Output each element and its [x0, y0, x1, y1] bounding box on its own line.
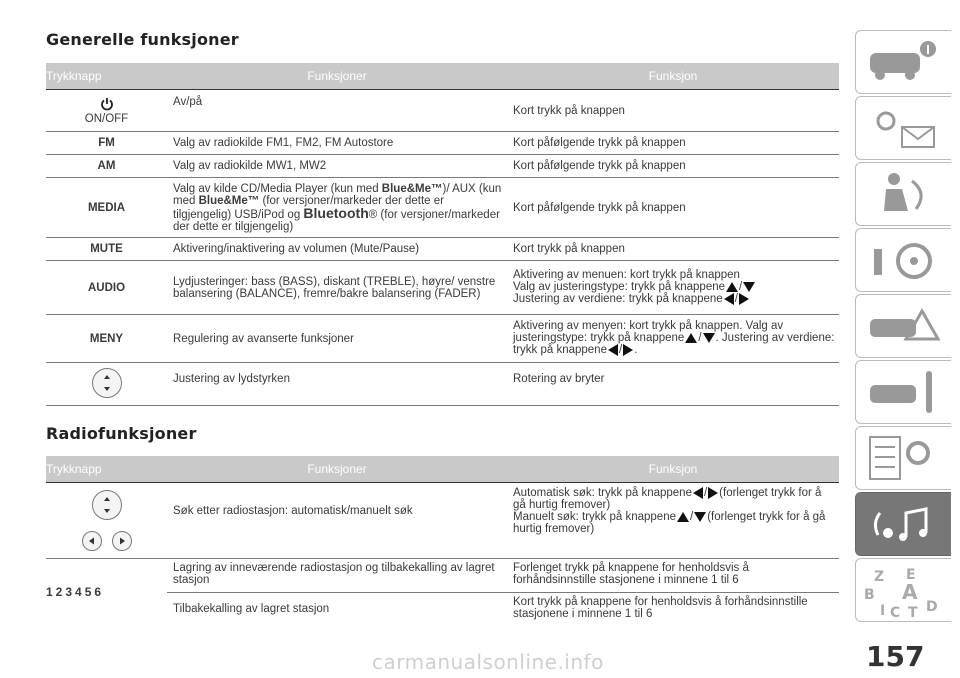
svg-text:Z: Z	[874, 569, 885, 585]
down-arrow-icon	[743, 282, 755, 292]
header-funksjon: Funksjon	[507, 63, 839, 90]
volume-knob-icon	[92, 368, 122, 398]
left-arrow-icon	[608, 344, 618, 356]
table-row	[46, 483, 839, 559]
radio-functions-table	[46, 456, 839, 625]
power-icon	[100, 97, 114, 111]
right-arrow-icon	[739, 293, 749, 305]
airbag-seat-icon[interactable]	[855, 162, 951, 226]
svg-text:B: B	[864, 587, 875, 603]
key-label: ON/OFF	[84, 112, 129, 125]
action-cell: Aktivering av menyen: kort trykk på knappen. Valg av justeringstype: trykk på knappene / . Justering av verdiene: trykk på knappene / .	[507, 315, 839, 363]
section-title-radio: Radiofunksjoner	[46, 424, 197, 443]
svg-text:E: E	[906, 567, 916, 583]
function-cell: Valg av radiokilde FM1, FM2, FM Autostore	[167, 132, 507, 155]
key-label: AUDIO	[46, 261, 167, 315]
function-cell: Lagring av inneværende radiostasjon og tilbakekalling av lagret stasjon	[167, 559, 507, 593]
action-cell: Rotering av bryter	[507, 363, 839, 406]
general-functions-table	[46, 63, 839, 406]
header-trykknapp: Trykknapp	[46, 63, 167, 90]
action-cell: Kort trykk på knappene for henholdsvis å forhåndsinnstille stasjonene i minnene 1 til 6	[513, 596, 808, 620]
page-number: 157	[866, 640, 925, 673]
table-row	[46, 132, 839, 155]
down-arrow-icon	[703, 333, 715, 343]
action-cell: Kort trykk på knappen	[507, 238, 839, 261]
key-label: MUTE	[46, 238, 167, 261]
function-cell: Av/på	[167, 90, 507, 132]
header-funksjon: Funksjon	[507, 456, 839, 483]
function-cell: Lydjusteringer: bass (BASS), diskant (TREBLE), høyre/ venstre balansering (BALANCE), fremre/bakre balansering (FADER)	[167, 261, 507, 315]
header-funksjoner: Funksjoner	[167, 63, 507, 90]
car-info-icon[interactable]	[855, 30, 951, 94]
function-cell: Valg av radiokilde MW1, MW2	[167, 155, 507, 178]
right-arrow-icon	[623, 344, 633, 356]
table-row	[46, 261, 839, 315]
function-cell: Regulering av avanserte funksjoner	[167, 315, 507, 363]
table-row	[46, 155, 839, 178]
function-cell: Søk etter radiostasjon: automatisk/manuelt søk	[167, 483, 507, 559]
seek-back-button-icon	[82, 531, 102, 551]
up-arrow-icon	[685, 333, 697, 343]
function-cell: Justering av lydstyrken	[167, 363, 507, 406]
right-arrow-icon	[708, 487, 718, 499]
steering-wheel-icon[interactable]	[855, 228, 951, 292]
tuning-knob-icon	[92, 490, 122, 520]
header-funksjoner: Funksjoner	[167, 456, 507, 483]
up-arrow-icon	[726, 282, 738, 292]
header-trykknapp: Trykknapp	[46, 456, 167, 483]
action-cell: Kort påfølgende trykk på knappen	[507, 132, 839, 155]
dashboard-lights-icon[interactable]	[855, 96, 951, 160]
key-label: MEDIA	[46, 178, 167, 238]
chapter-sidebar	[855, 30, 960, 621]
left-arrow-icon	[693, 487, 703, 499]
action-cell: Automatisk søk: trykk på knappene / (forlenget trykk for å gå hurtig fremover) Manuelt søk: trykk på knappene / (forlenget trykk for å gå hurtig fremover)	[507, 483, 839, 559]
down-arrow-icon	[694, 512, 706, 522]
table-row	[46, 559, 839, 593]
svg-text:I: I	[880, 603, 886, 619]
multimedia-icon[interactable]	[855, 492, 951, 556]
car-maintenance-icon[interactable]	[855, 360, 951, 424]
function-cell: Tilbakekalling av lagret stasjon	[173, 602, 330, 615]
action-cell: Kort påfølgende trykk på knappen	[507, 178, 839, 238]
action-cell: Kort påfølgende trykk på knappen	[507, 155, 839, 178]
table-row	[46, 90, 839, 132]
left-arrow-icon	[724, 293, 734, 305]
breakdown-icon[interactable]	[855, 294, 951, 358]
action-cell: Aktivering av menuen: kort trykk på knappen Valg av justeringstype: trykk på knappene / Justering av verdiene: trykk på knappene /	[507, 261, 839, 315]
table-row	[46, 238, 839, 261]
key-label: FM	[46, 132, 167, 155]
svg-text:D: D	[926, 599, 938, 615]
key-label: AM	[46, 155, 167, 178]
table-row	[46, 178, 839, 238]
seek-forward-button-icon	[112, 531, 132, 551]
table-row	[46, 315, 839, 363]
svg-text:A: A	[902, 580, 918, 604]
section-title-general: Generelle funksjoner	[46, 30, 239, 49]
index-icon[interactable]	[855, 558, 951, 622]
action-cell: Forlenget trykk på knappene for henholdsvis å forhåndsinnstille stasjonene i minnene 1 til 6	[507, 559, 839, 593]
table-row	[46, 363, 839, 406]
svg-text:C: C	[890, 605, 901, 621]
key-label: 123456	[46, 584, 105, 599]
action-cell: Kort trykk på knappen	[507, 90, 839, 132]
watermark: carmanualsonline.info	[372, 650, 604, 674]
svg-text:T: T	[908, 605, 918, 621]
function-cell: Aktivering/inaktivering av volumen (Mute/Pause)	[167, 238, 507, 261]
specifications-icon[interactable]	[855, 426, 951, 490]
key-label: MENY	[46, 315, 167, 363]
up-arrow-icon	[677, 512, 689, 522]
function-cell: Valg av kilde CD/Media Player (kun med Blue&Me™)/ AUX (kun med Blue&Me™ (for versjoner/markeder der dette er tilgjengelig) USB/iPod og Bluetooth® (for versjoner/markeder der dette er tilgjengelig)	[167, 178, 507, 238]
